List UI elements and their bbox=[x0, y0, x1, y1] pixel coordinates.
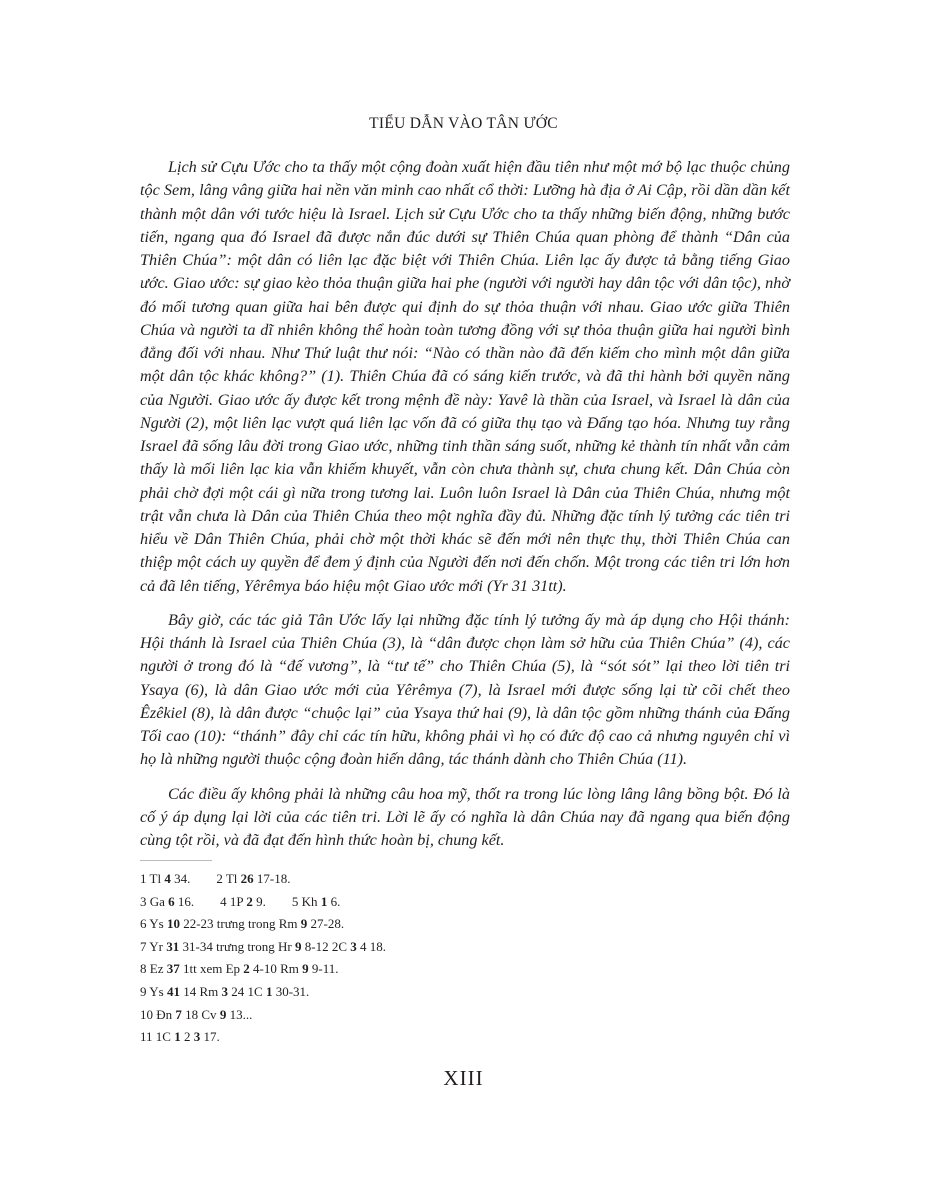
footnote-text: 24 1C bbox=[228, 983, 266, 999]
footnote-chapter-number: 9 bbox=[300, 916, 308, 932]
footnote-chapter-number: 3 bbox=[221, 983, 229, 999]
footnote-text: 5 Kh bbox=[291, 893, 321, 909]
footnote-line bbox=[140, 1026, 660, 1049]
footnotes bbox=[140, 868, 660, 1049]
footnote-text: 4 1P bbox=[220, 893, 247, 909]
footnote bbox=[140, 984, 309, 999]
footnote bbox=[140, 1029, 220, 1044]
footnote-chapter-number: 1 bbox=[174, 1029, 181, 1045]
footnote-chapter-number: 9 bbox=[219, 1006, 227, 1022]
footnote-text: 6. bbox=[327, 893, 341, 909]
paragraph-3: Các điều ấy không phải là những câu hoa mỹ, thốt ra trong lúc lòng lâng lâng bồng bột. Đó là cố ý áp dụng lại lời của các tiên tri. Lời lẽ ấy có nghĩa là dân Chúa nay đã ngang qua biến động cùng tột rồi, và đã đạt đến hình thức hoàn bị, chung kết. bbox=[140, 784, 790, 849]
footnote-chapter-number: 7 bbox=[175, 1006, 182, 1022]
footnote-text: 9-11. bbox=[308, 961, 339, 977]
footnote-text: 14 Rm bbox=[179, 983, 222, 999]
footnote-chapter-number: 3 bbox=[193, 1029, 201, 1045]
footnote-chapter-number: 1 bbox=[320, 893, 328, 909]
footnote-text: 17. bbox=[200, 1029, 220, 1045]
footnote-text: 7 Yr bbox=[140, 938, 167, 954]
footnote-text: 13... bbox=[226, 1006, 253, 1022]
footnote-chapter-number: 4 bbox=[164, 871, 171, 886]
footnote-line bbox=[140, 868, 660, 891]
footnote-text: 34. bbox=[170, 871, 191, 886]
footnote-text: 1tt xem Ep bbox=[179, 961, 244, 977]
footnote-text: 17-18. bbox=[253, 871, 291, 886]
footnote-text: 4 18. bbox=[356, 938, 386, 954]
paragraph-2: Bây giờ, các tác giả Tân Ước lấy lại những đặc tính lý tưởng ấy mà áp dụng cho Hội thánh: Hội thánh là Israel của Thiên Chúa (3), là “dân được chọn làm sở hữu của Thiên Chúa” (4), các người ở trong đó là “đế vương”, là “tư tế” cho Thiên Chúa (5), là “sót sót” lại theo lời tiên tri Ysaya (6), là dân Giao ước mới của Yêrêmya (7), là Israel mới được sống lại từ cõi chết theo Êzêkiel (8), là dân được “chuộc lại” của Ysaya thứ hai (9), là dân tộc gồm những thánh của Đấng Tối cao (10): “thánh” đây chỉ các tín hữu, không phải vì họ có đức độ cao cả nhưng nguyên chỉ vì họ là những người thuộc cộng đoàn hiến dâng, tác thánh dành cho Thiên Chúa (11). bbox=[140, 610, 790, 769]
footnote-text: 11 1C bbox=[140, 1029, 175, 1045]
footnote bbox=[140, 916, 344, 931]
footnote-text: 6 Ys bbox=[140, 916, 167, 932]
main-text bbox=[140, 156, 790, 863]
footnote bbox=[140, 961, 339, 976]
footnote-text: 27-28. bbox=[307, 916, 345, 932]
footnote-line bbox=[140, 891, 660, 914]
footnote-line bbox=[140, 1004, 660, 1027]
footnote-text: 1 Tl bbox=[140, 871, 165, 886]
footnote-chapter-number: 3 bbox=[350, 938, 357, 954]
footnote-chapter-number: 2 bbox=[246, 893, 253, 909]
footnote bbox=[292, 894, 340, 909]
paragraph-1: Lịch sử Cựu Ước cho ta thấy một cộng đoàn xuất hiện đầu tiên như một mớ bộ lạc thuộc chủng tộc Sem, lâng vâng giữa hai nền văn minh cao nhất cổ thời: Lưỡng hà địa ở Ai Cập, rồi dần dần kết thành một dân với tước hiệu là Israel. Lịch sử Cựu Ước cho ta thấy những biến động, những bước tiến, ngang qua đó Israel đã được nắn đúc dưới sự Thiên Chúa quan phòng để thành “Dân của Thiên Chúa”: một dân có liên lạc đặc biệt với Thiên Chúa. Liên lạc ấy được tả bằng tiếng Giao ước. Giao ước: sự giao kèo thỏa thuận giữa hai phe (người với người hay dân tộc với dân tộc), nhờ đó mối tương quan giữa hai bên được qui định do sự thỏa thuận với nhau. Giao ước giữa Thiên Chúa và người ta dĩ nhiên không thể hoàn toàn tương đồng với sự thỏa thuận giữa hai người bình đẳng đối với nhau. Như Thứ luật thư nói: “Nào có thần nào đã đến kiếm cho mình một dân giữa một dân tộc khác không?” (1). Thiên Chúa đã có sáng kiến trước, và đã thi hành bởi quyền năng của Người. Giao ước ấy được kết trong mệnh đề này: Yavê là thần của Israel, và Israel là dân của Người (2), một liên lạc vượt quá liên lạc vốn đã có giữa thụ tạo và Đấng tạo hóa. Nhưng tuy rằng Israel đã sống lâu đời trong Giao ước, những tinh thần sáng suốt, những kẻ thành tín nhất vẫn cảm thấy là mối liên lạc kia vẫn khiếm khuyết, vẫn còn chưa thành sự, chưa chung kết. Dân Chúa còn phải chờ đợi một cái gì nữa trong tương lai. Luôn luôn Israel là Dân của Thiên Chúa, nhưng một trật vẫn chưa là Dân của Thiên Chúa theo một nghĩa đầy đủ. Những đặc tính lý tưởng các tiên tri hiểu về Dân Thiên Chúa, phải chờ một thời khác sẽ đến mới nên thực thụ, thời Thiên Chúa can thiệp một cách uy quyền để đem ý định của Người đến nơi đến chốn. Một trong các tiên tri lớn hơn cả đã lên tiếng, Yêrêmya báo hiệu một Giao ước mới (Yr 31 31tt). bbox=[140, 158, 790, 595]
footnote-chapter-number: 26 bbox=[240, 871, 254, 886]
footnote bbox=[220, 894, 266, 909]
footnote bbox=[216, 871, 290, 886]
footnote-line bbox=[140, 936, 660, 959]
footnote-separator bbox=[140, 860, 212, 861]
footnote-text: 2 bbox=[180, 1029, 194, 1045]
footnote-text: 2 Tl bbox=[216, 871, 241, 886]
footnote-text: 30-31. bbox=[272, 983, 310, 999]
footnote bbox=[140, 871, 190, 886]
footnote-text: 4-10 Rm bbox=[249, 961, 303, 977]
footnote-text: 18 Cv bbox=[181, 1006, 220, 1022]
footnote-text: 31-34 trưng trong Hr bbox=[179, 938, 295, 954]
footnote-chapter-number: 41 bbox=[166, 983, 180, 999]
footnote-text: 3 Ga bbox=[140, 893, 169, 909]
footnote-chapter-number: 6 bbox=[168, 893, 175, 909]
footnote-text: 9. bbox=[252, 893, 266, 909]
footnote-text: 10 Đn bbox=[140, 1006, 176, 1022]
footnote-line bbox=[140, 981, 660, 1004]
footnote-text: 22-23 trưng trong Rm bbox=[179, 916, 301, 932]
running-title: TIỂU DẪN VÀO TÂN ƯỚC bbox=[369, 115, 558, 132]
footnote-text: 9 Ys bbox=[140, 983, 167, 999]
footnote bbox=[140, 1007, 252, 1022]
footnote-chapter-number: 9 bbox=[302, 961, 309, 977]
footnote-chapter-number: 2 bbox=[243, 961, 250, 977]
footnote-chapter-number: 10 bbox=[166, 916, 180, 932]
footnote-chapter-number: 37 bbox=[166, 961, 180, 977]
footnote-chapter-number: 9 bbox=[294, 938, 302, 954]
footnote-chapter-number: 31 bbox=[166, 938, 180, 954]
footnote-text: 8-12 2C bbox=[301, 938, 351, 954]
footnote-line bbox=[140, 958, 660, 981]
footnote-chapter-number: 1 bbox=[265, 983, 273, 999]
footnote-line bbox=[140, 913, 660, 936]
page-number: XIII bbox=[443, 1066, 484, 1090]
footnote-text: 8 Ez bbox=[140, 961, 167, 977]
footnote bbox=[140, 939, 386, 954]
footnote bbox=[140, 894, 194, 909]
footnote-text: 16. bbox=[174, 893, 195, 909]
